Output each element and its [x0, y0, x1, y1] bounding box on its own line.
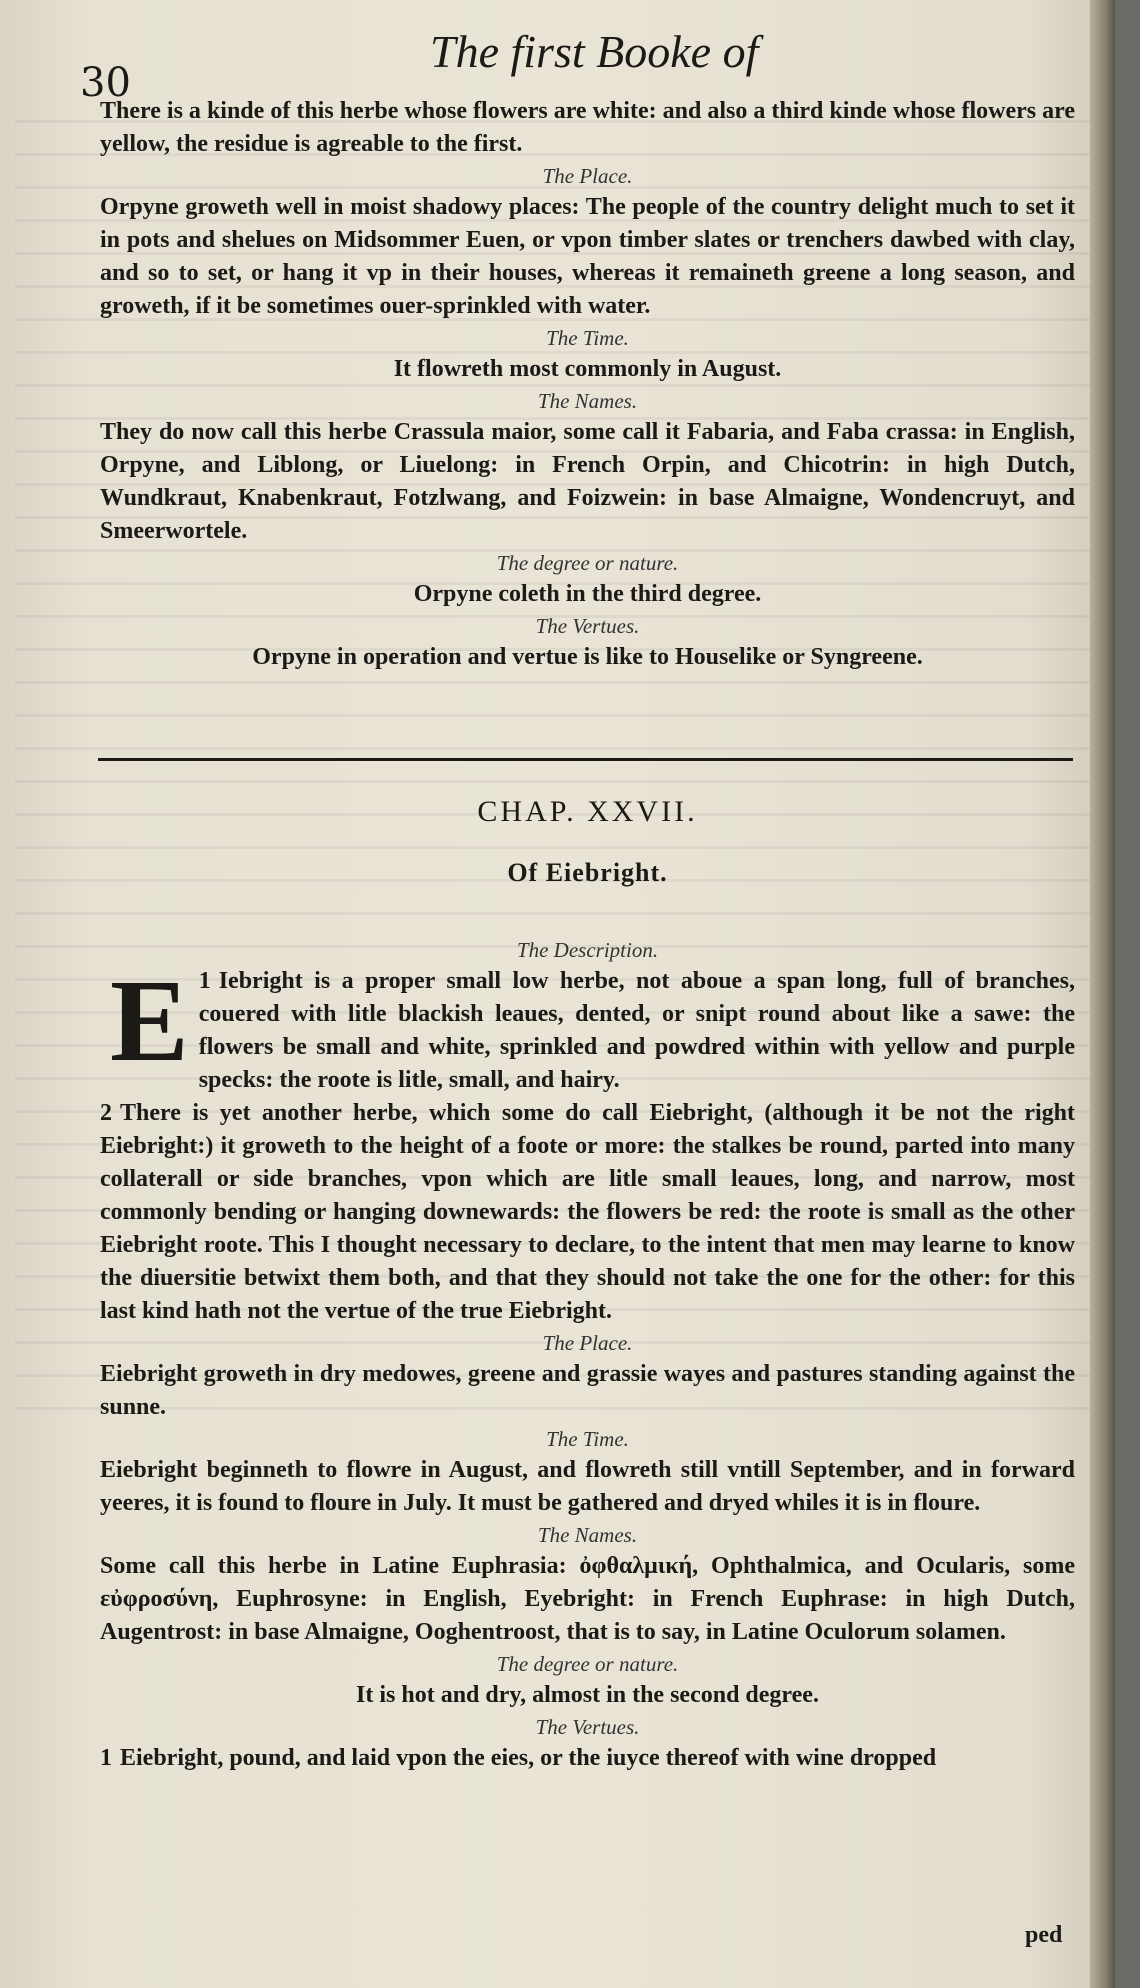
chapter-number: CHAP. XXVII. [477, 795, 698, 828]
description-paragraph-2 [100, 1097, 1075, 1328]
catchword: ped [1025, 1922, 1063, 1948]
paragraph-number: 1 [198, 968, 211, 994]
time-paragraph: It flowreth most commonly in August. [393, 356, 782, 382]
names-paragraph: Some call this herbe in Latine Euphrasia: ὀφθαλμική, Ophthalmica, and Ocularis, some εὐφροσύνη, Euphrosyne: in English, Eyebright: in French Euphrase: in high Dutch, Augentrost: in base Almaigne, Ooghentroost, that is to say, in Latine Oculorum solamen. [100, 1553, 1075, 1645]
description-paragraph-1 [100, 955, 1075, 1097]
book-spine-shadow [1090, 0, 1115, 1988]
names-paragraph: They do now call this herbe Crassula maior, some call it Fabaria, and Faba crassa: in English, Orpyne, and Liblong, or Liuelong: in French Orpin, and Chicotrin: in high Dutch, Wundkraut, Knabenkraut, Fotzlwang, and Foizwein: in base Almaigne, Wondencruyt, and Smeerwortele. [100, 419, 1075, 544]
time-paragraph: Eiebright beginneth to flowre in August, and flowreth still vntill September, and in forward yeeres, it is found to floure in July. It must be gathered and dryed whiles it is in floure. [100, 1457, 1075, 1516]
chapter-body [100, 935, 1075, 1775]
place-paragraph: Eiebright groweth in dry medowes, greene and grassie wayes and pastures standing against the sunne. [100, 1361, 1075, 1420]
degree-paragraph: It is hot and dry, almost in the second degree. [356, 1682, 819, 1708]
degree-paragraph: Orpyne coleth in the third degree. [413, 581, 762, 607]
intro-paragraph: There is a kinde of this herbe whose flowers are white: and also a third kinde whose flowers are yellow, the residue is agreable to the first. [100, 98, 1075, 157]
page-number: 30 [80, 60, 131, 106]
vertues-heading: The Vertues. [535, 1715, 640, 1739]
time-heading: The Time. [546, 1427, 629, 1451]
paragraph-text: Eiebright, pound, and laid vpon the eies, or the iuyce thereof with wine dropped [120, 1745, 937, 1771]
degree-heading: The degree or nature. [496, 1652, 679, 1676]
paragraph-number: 1 [100, 1745, 112, 1771]
names-heading: The Names. [537, 389, 638, 413]
paragraph-text: There is yet another herbe, which some do call Eiebright, (although it be not the right Eiebright:) it groweth to the height of a foote or more: the stalkes be round, parted into many collaterall or side branches, vpon which are litle small leaues, long, and narrow, most commonly bending or hanging downewards: the flowers be red: the roote is small as the other Eiebright roote. This I thought necessary to declare, to the intent that men may learne to know the diuersitie betwixt them both, and that they should not take the one for the other: for this last kind hath not the vertue of the true Eiebright. [100, 1100, 1075, 1324]
degree-heading: The degree or nature. [496, 551, 679, 575]
time-heading: The Time. [546, 326, 629, 350]
vertues-heading: The Vertues. [535, 614, 640, 638]
vertues-paragraph-1 [100, 1742, 1075, 1775]
running-head: The first Booke of [430, 26, 759, 77]
vertues-paragraph: Orpyne in operation and vertue is like to Houselike or Syngreene. [252, 644, 923, 670]
names-heading: The Names. [537, 1523, 638, 1547]
previous-chapter-continuation [100, 95, 1075, 674]
paragraph-number: 2 [100, 1100, 112, 1126]
place-paragraph: Orpyne groweth well in moist shadowy places: The people of the country delight much to set it in pots and shelues on Midsommer Euen, or vpon timber slates or trenchers dawbed with clay, and so to set, or hang it vp in their houses, whereas it remaineth greene a long season, and groweth, if it be sometimes ouer-sprinkled with water. [100, 194, 1075, 319]
section-rule [98, 758, 1073, 761]
place-heading: The Place. [542, 164, 633, 188]
description-heading: The Description. [516, 938, 659, 962]
place-heading: The Place. [542, 1331, 633, 1355]
drop-cap: E [110, 955, 189, 1086]
chapter-title: Of Eiebright. [507, 858, 668, 887]
paragraph-text: Iebright is a proper small low herbe, not aboue a span long, full of branches, couered with litle blackish leaues, dented, or snipt round about like a sawe: the flowers be small and white, sprinkled and powdred within with yellow and purple specks: the roote is litle, small, and hairy. [198, 968, 1075, 1093]
